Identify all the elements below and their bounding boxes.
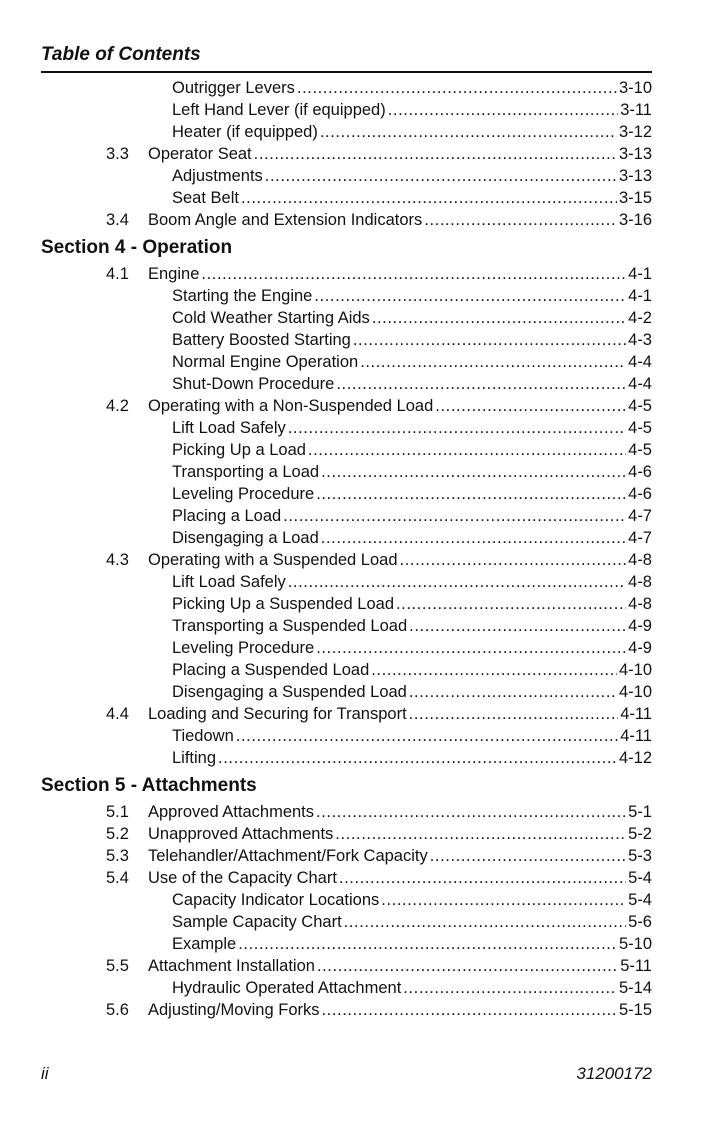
dot-leader xyxy=(320,121,617,143)
toc-entry-title[interactable]: Adjustments xyxy=(172,167,263,185)
toc-entry-title[interactable]: Telehandler/Attachment/Fork Capacity xyxy=(148,847,428,865)
toc-entry-number: 5.5 xyxy=(106,957,129,975)
toc-entry[interactable] xyxy=(0,911,725,933)
dot-leader xyxy=(396,593,626,615)
dot-leader xyxy=(371,659,617,681)
dot-leader xyxy=(435,395,626,417)
dot-leader xyxy=(201,263,626,285)
toc-entry-page[interactable]: 4-7 xyxy=(628,507,652,525)
toc-entry-page[interactable]: 4-10 xyxy=(618,661,652,679)
toc-entry-number: 3.3 xyxy=(106,145,129,163)
dot-leader xyxy=(316,483,626,505)
toc-entry-number: 5.1 xyxy=(106,803,129,821)
toc-entry[interactable] xyxy=(0,571,725,593)
toc-entry-title[interactable]: Loading and Securing for Transport xyxy=(148,705,407,723)
dot-leader xyxy=(218,747,617,769)
toc-entry-page[interactable]: 4-1 xyxy=(628,287,652,305)
toc-entry-title[interactable]: Approved Attachments xyxy=(148,803,315,821)
dot-leader xyxy=(308,439,626,461)
toc-entry[interactable] xyxy=(0,351,725,373)
toc-entry[interactable] xyxy=(0,801,725,823)
toc-entry[interactable] xyxy=(0,955,725,977)
dot-leader xyxy=(400,549,627,571)
header-rule xyxy=(41,71,652,73)
dot-leader xyxy=(322,999,617,1021)
dot-leader xyxy=(236,725,618,747)
toc-entry-title[interactable]: Unapproved Attachments xyxy=(148,825,334,843)
section-heading: Section 5 - Attachments xyxy=(41,775,257,796)
toc-entry[interactable] xyxy=(0,505,725,527)
toc-entry[interactable] xyxy=(0,77,725,99)
toc-entry[interactable] xyxy=(0,823,725,845)
toc-entry-title[interactable]: Battery Boosted Starting xyxy=(172,331,351,349)
toc-entry-title[interactable]: Normal Engine Operation xyxy=(172,353,359,371)
toc-entry-title[interactable]: Sample Capacity Chart xyxy=(172,913,342,931)
toc-entry-page[interactable]: 4-8 xyxy=(628,551,652,569)
section-heading: Section 4 - Operation xyxy=(41,237,233,258)
toc-entry-page[interactable]: 3-13 xyxy=(618,145,652,163)
toc-entry[interactable] xyxy=(0,483,725,505)
dot-leader xyxy=(314,285,626,307)
toc-entry-title[interactable]: Seat Belt xyxy=(172,189,239,207)
toc-entry-page[interactable]: 5-3 xyxy=(628,847,652,865)
dot-leader xyxy=(254,143,617,165)
toc-entry[interactable] xyxy=(0,99,725,121)
dot-leader xyxy=(317,955,618,977)
toc-entry-page[interactable]: 4-1 xyxy=(628,265,652,283)
toc-entry-page[interactable]: 3-10 xyxy=(618,79,652,97)
footer-page-number: ii xyxy=(41,1064,49,1083)
toc-entry-page[interactable]: 4-6 xyxy=(628,463,652,481)
toc-entry-page[interactable]: 5-10 xyxy=(618,935,652,953)
toc-entry[interactable] xyxy=(0,615,725,637)
dot-leader xyxy=(409,615,626,637)
dot-leader xyxy=(265,165,617,187)
toc-entry[interactable] xyxy=(0,143,725,165)
toc-entry[interactable] xyxy=(0,209,725,231)
toc-entry-page[interactable]: 4-5 xyxy=(628,397,652,415)
dot-leader xyxy=(388,99,618,121)
toc-entry-title[interactable]: Leveling Procedure xyxy=(172,485,315,503)
toc-entry-page[interactable]: 4-8 xyxy=(628,595,652,613)
toc-entry-number: 4.3 xyxy=(106,551,129,569)
toc-entry[interactable] xyxy=(0,187,725,209)
dot-leader xyxy=(336,373,626,395)
toc-entry-page[interactable]: 4-11 xyxy=(620,727,652,745)
toc-entry-title[interactable]: Shut-Down Procedure xyxy=(172,375,335,393)
toc-entry-title[interactable]: Use of the Capacity Chart xyxy=(148,869,337,887)
toc-entry-page[interactable]: 4-5 xyxy=(628,419,652,437)
toc-entry-page[interactable]: 4-5 xyxy=(628,441,652,459)
toc-entry-page[interactable]: 4-11 xyxy=(620,705,652,723)
dot-leader xyxy=(297,77,617,99)
toc-entry[interactable] xyxy=(0,593,725,615)
toc-entry-title[interactable]: Lifting xyxy=(172,749,217,767)
toc-entry-page[interactable]: 4-3 xyxy=(628,331,652,349)
toc-entry[interactable] xyxy=(0,725,725,747)
toc-entry-number: 4.2 xyxy=(106,397,129,415)
toc-entry-page[interactable]: 4-9 xyxy=(628,617,652,635)
toc-entry[interactable] xyxy=(0,417,725,439)
toc-entry-title[interactable]: Capacity Indicator Locations xyxy=(172,891,380,909)
dot-leader xyxy=(409,703,619,725)
toc-entry-page[interactable]: 5-2 xyxy=(628,825,652,843)
toc-entry-title[interactable]: Attachment Installation xyxy=(148,957,315,975)
toc-entry-title[interactable]: Disengaging a Suspended Load xyxy=(172,683,407,701)
toc-entry[interactable] xyxy=(0,703,725,725)
toc-entry-title[interactable]: Cold Weather Starting Aids xyxy=(172,309,370,327)
toc-entry-page[interactable]: 5-4 xyxy=(628,869,652,887)
toc-entry-title[interactable]: Leveling Procedure xyxy=(172,639,315,657)
toc-entry[interactable] xyxy=(0,933,725,955)
toc-entry-page[interactable]: 5-14 xyxy=(618,979,652,997)
dot-leader xyxy=(238,933,617,955)
toc-entry-page[interactable]: 3-11 xyxy=(620,101,652,119)
toc-entry-page[interactable]: 4-7 xyxy=(628,529,652,547)
toc-entry-title[interactable]: Starting the Engine xyxy=(172,287,313,305)
footer-document-number: 31200172 xyxy=(576,1064,652,1083)
toc-entry-title[interactable]: Adjusting/Moving Forks xyxy=(148,1001,320,1019)
dot-leader xyxy=(335,823,626,845)
toc-entry[interactable] xyxy=(0,527,725,549)
table-of-contents xyxy=(0,77,725,1021)
toc-entry[interactable] xyxy=(0,681,725,703)
toc-entry[interactable] xyxy=(0,307,725,329)
dot-leader xyxy=(424,209,617,231)
toc-entry[interactable] xyxy=(0,395,725,417)
toc-entry[interactable] xyxy=(0,637,725,659)
toc-entry-page[interactable]: 5-15 xyxy=(618,1001,652,1019)
toc-entry-page[interactable]: 4-2 xyxy=(628,309,652,327)
dot-leader xyxy=(321,461,626,483)
toc-entry-title[interactable]: Left Hand Lever (if equipped) xyxy=(172,101,386,119)
dot-leader xyxy=(339,867,626,889)
dot-leader xyxy=(353,329,626,351)
toc-entry-title[interactable]: Tiedown xyxy=(172,727,234,745)
toc-entry-title[interactable]: Outrigger Levers xyxy=(172,79,295,97)
toc-entry-page[interactable]: 5-6 xyxy=(628,913,652,931)
toc-entry-title[interactable]: Lift Load Safely xyxy=(172,573,286,591)
toc-entry-page[interactable]: 3-15 xyxy=(618,189,652,207)
toc-entry-page[interactable]: 5-1 xyxy=(628,803,652,821)
toc-entry-page[interactable]: 4-6 xyxy=(628,485,652,503)
toc-entry-page[interactable]: 3-12 xyxy=(618,123,652,141)
toc-entry[interactable] xyxy=(0,977,725,999)
toc-entry[interactable] xyxy=(0,461,725,483)
toc-entry[interactable] xyxy=(0,165,725,187)
toc-entry-title[interactable]: Engine xyxy=(148,265,200,283)
toc-entry-title[interactable]: Transporting a Suspended Load xyxy=(172,617,408,635)
toc-entry-title[interactable]: Heater (if equipped) xyxy=(172,123,318,141)
dot-leader xyxy=(316,637,626,659)
toc-entry-title[interactable]: Hydraulic Operated Attachment xyxy=(172,979,402,997)
toc-entry-title[interactable]: Operator Seat xyxy=(148,145,252,163)
toc-entry-title[interactable]: Operating with a Non-Suspended Load xyxy=(148,397,434,415)
dot-leader xyxy=(381,889,626,911)
toc-entry-number: 5.3 xyxy=(106,847,129,865)
toc-entry[interactable] xyxy=(0,999,725,1021)
toc-entry-title[interactable]: Placing a Load xyxy=(172,507,282,525)
dot-leader xyxy=(316,801,626,823)
toc-entry-number: 3.4 xyxy=(106,211,129,229)
toc-entry-title[interactable]: Picking Up a Load xyxy=(172,441,306,459)
toc-entry[interactable] xyxy=(0,329,725,351)
dot-leader xyxy=(321,527,626,549)
toc-entry-title[interactable]: Lift Load Safely xyxy=(172,419,286,437)
toc-entry-page[interactable]: 4-4 xyxy=(628,375,652,393)
dot-leader xyxy=(288,417,626,439)
toc-entry[interactable] xyxy=(0,549,725,571)
dot-leader xyxy=(360,351,626,373)
toc-entry-title[interactable]: Disengaging a Load xyxy=(172,529,319,547)
toc-entry-page[interactable]: 3-13 xyxy=(618,167,652,185)
toc-entry[interactable] xyxy=(0,889,725,911)
toc-entry-number: 5.2 xyxy=(106,825,129,843)
toc-entry-title[interactable]: Operating with a Suspended Load xyxy=(148,551,398,569)
toc-entry-number: 5.4 xyxy=(106,869,129,887)
toc-entry-title[interactable]: Picking Up a Suspended Load xyxy=(172,595,394,613)
toc-entry-page[interactable]: 4-10 xyxy=(618,683,652,701)
toc-entry[interactable] xyxy=(0,747,725,769)
dot-leader xyxy=(430,845,626,867)
page-title: Table of Contents xyxy=(41,44,201,65)
toc-entry[interactable] xyxy=(0,845,725,867)
dot-leader xyxy=(288,571,626,593)
toc-entry-title[interactable]: Transporting a Load xyxy=(172,463,320,481)
toc-entry-page[interactable]: 5-11 xyxy=(620,957,652,975)
toc-entry[interactable] xyxy=(0,373,725,395)
toc-entry[interactable] xyxy=(0,867,725,889)
toc-entry[interactable] xyxy=(0,285,725,307)
toc-entry-title[interactable]: Boom Angle and Extension Indicators xyxy=(148,211,423,229)
dot-leader xyxy=(241,187,617,209)
toc-entry-page[interactable]: 4-8 xyxy=(628,573,652,591)
toc-entry[interactable] xyxy=(0,263,725,285)
dot-leader xyxy=(372,307,626,329)
dot-leader xyxy=(409,681,617,703)
toc-entry-number: 4.1 xyxy=(106,265,129,283)
dot-leader xyxy=(344,911,626,933)
toc-entry-number: 5.6 xyxy=(106,1001,129,1019)
toc-entry-title[interactable]: Example xyxy=(172,935,237,953)
toc-entry-page[interactable]: 4-4 xyxy=(628,353,652,371)
toc-entry-page[interactable]: 3-16 xyxy=(618,211,652,229)
toc-entry-title[interactable]: Placing a Suspended Load xyxy=(172,661,370,679)
dot-leader xyxy=(283,505,626,527)
toc-entry[interactable] xyxy=(0,439,725,461)
dot-leader xyxy=(403,977,617,999)
toc-entry[interactable] xyxy=(0,121,725,143)
toc-entry-page[interactable]: 4-9 xyxy=(628,639,652,657)
toc-entry[interactable] xyxy=(0,659,725,681)
toc-entry-page[interactable]: 4-12 xyxy=(618,749,652,767)
toc-entry-page[interactable]: 5-4 xyxy=(628,891,652,909)
toc-entry-number: 4.4 xyxy=(106,705,129,723)
